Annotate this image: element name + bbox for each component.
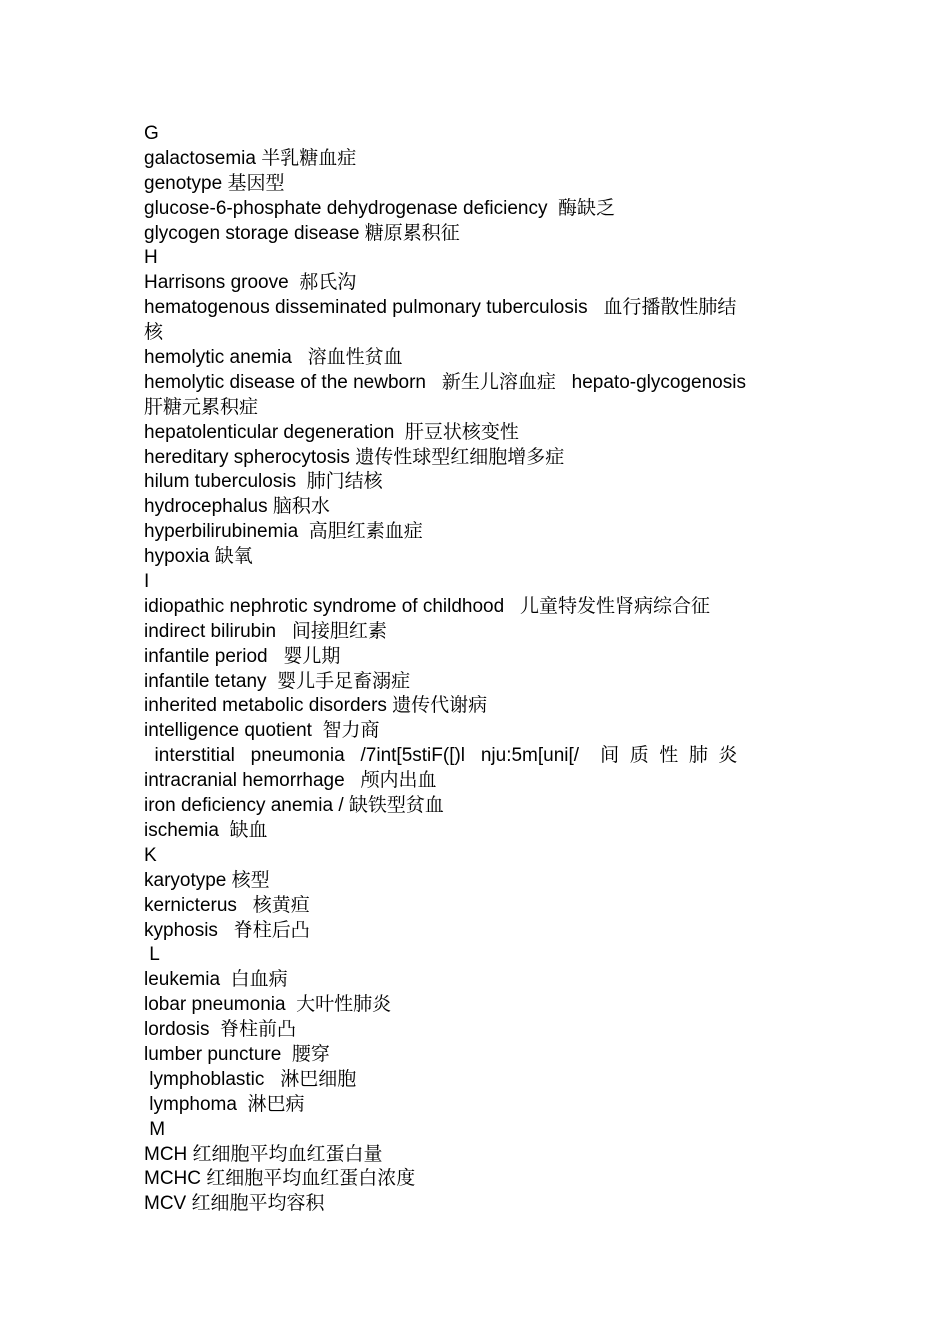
glossary-entry-harrisons-groove: Harrisons groove 郝氏沟 — [144, 272, 357, 294]
glossary-entry-hyperbilirubinemia: hyperbilirubinemia 高胆红素血症 — [144, 521, 423, 543]
glossary-entry-mch: MCH 红细胞平均血红蛋白量 — [144, 1143, 383, 1165]
document-page — [144, 122, 806, 1217]
glossary-entry-indirect-bilirubin: indirect bilirubin 间接胆红素 — [144, 620, 387, 642]
glossary-entry-kernicterus: kernicterus 核黄疸 — [144, 894, 310, 916]
glossary-entry-lymphoma: lymphoma 淋巴病 — [144, 1093, 305, 1115]
glossary-entry-galactosemia: galactosemia 半乳糖血症 — [144, 147, 357, 169]
section-heading-g: G — [144, 123, 159, 144]
glossary-entry-g6pd-deficiency: glucose-6-phosphate dehydrogenase deficiency 酶缺乏 — [144, 197, 616, 219]
glossary-entry-interstitial-pneumonia: interstitial pneumonia /7int[5stiF([)l nju:5m[uni[/ 间 质 性 肺 炎 — [144, 745, 738, 767]
glossary-entry-hypoxia: hypoxia 缺氧 — [144, 546, 253, 568]
section-heading-k: K — [144, 844, 157, 866]
glossary-entry-intelligence-quotient: intelligence quotient 智力商 — [144, 720, 380, 742]
glossary-entry-genotype: genotype 基因型 — [144, 172, 285, 194]
glossary-entry-continuation: 核 — [144, 322, 164, 344]
glossary-entry-infantile-period: infantile period 婴儿期 — [144, 645, 341, 667]
glossary-entry-hematogenous-tuberculosis: hematogenous disseminated pulmonary tuberculosis 血行播散性肺结 — [144, 297, 737, 319]
glossary-entry-hydrocephalus: hydrocephalus 脑积水 — [144, 496, 330, 518]
glossary-entry-idiopathic-nephrotic-syndrome: idiopathic nephrotic syndrome of childhood 儿童特发性肾病综合征 — [144, 595, 711, 617]
glossary-entry-kyphosis: kyphosis 脊柱后凸 — [144, 919, 310, 941]
glossary-entry-continuation: 肝糖元累积症 — [144, 396, 259, 418]
section-heading-l: L — [144, 944, 160, 966]
glossary-entry-lymphoblastic: lymphoblastic 淋巴细胞 — [144, 1068, 357, 1090]
section-heading-h: H — [144, 247, 158, 269]
glossary-entry-karyotype: karyotype 核型 — [144, 869, 270, 891]
glossary-entry-intracranial-hemorrhage: intracranial hemorrhage 颅内出血 — [144, 770, 437, 792]
glossary-entry-infantile-tetany: infantile tetany 婴儿手足畜溺症 — [144, 670, 411, 692]
glossary-entry-hemolytic-anemia: hemolytic anemia 溶血性贫血 — [144, 347, 403, 369]
glossary-entry-mchc: MCHC 红细胞平均血红蛋白浓度 — [144, 1168, 416, 1190]
glossary-entry-hepatolenticular-degeneration: hepatolenticular degeneration 肝豆状核变性 — [144, 421, 519, 443]
glossary-entry-iron-deficiency-anemia: iron deficiency anemia / 缺铁型贫血 — [144, 795, 444, 817]
glossary-entry-ischemia: ischemia 缺血 — [144, 819, 268, 841]
glossary-entry-inherited-metabolic-disorders: inherited metabolic disorders 遗传代谢病 — [144, 695, 488, 717]
glossary-entry-lordosis: lordosis 脊柱前凸 — [144, 1019, 297, 1041]
glossary-entry-glycogen-storage-disease: glycogen storage disease 糖原累积征 — [144, 222, 460, 244]
glossary-entry-lobar-pneumonia: lobar pneumonia 大叶性肺炎 — [144, 994, 392, 1016]
glossary-entry-hilum-tuberculosis: hilum tuberculosis 肺门结核 — [144, 471, 383, 493]
glossary-entry-mcv: MCV 红细胞平均容积 — [144, 1193, 325, 1215]
glossary-entry-leukemia: leukemia 白血病 — [144, 969, 288, 991]
glossary-entry-lumber-puncture: lumber puncture 腰穿 — [144, 1043, 330, 1065]
section-heading-m: M — [144, 1118, 166, 1140]
glossary-entry-hemolytic-disease-newborn: hemolytic disease of the newborn 新生儿溶血症 hepato-glycogenosis — [144, 371, 746, 393]
glossary-entry-hereditary-spherocytosis: hereditary spherocytosis 遗传性球型红细胞增多症 — [144, 446, 565, 468]
section-heading-i: I — [144, 571, 150, 593]
